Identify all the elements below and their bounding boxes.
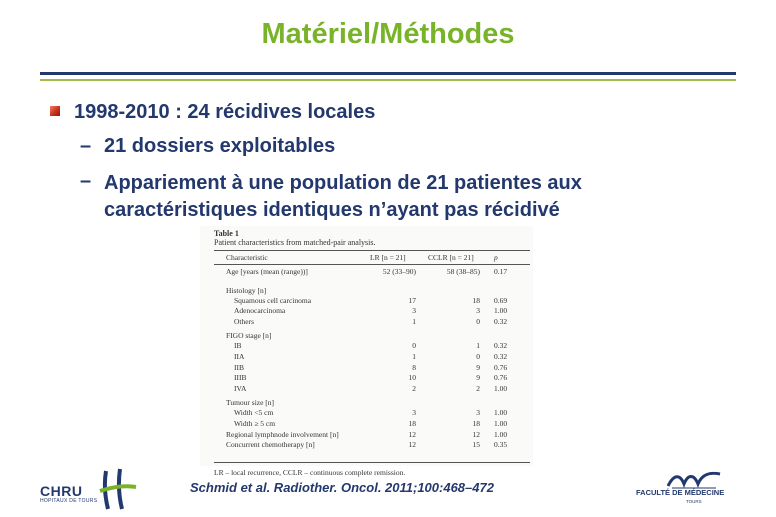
chru-logo-icon: [98, 467, 138, 511]
table-cell: 0: [412, 341, 416, 351]
table-cell: 0.35: [494, 440, 508, 450]
faculty-logo-icon: [664, 468, 724, 490]
table-cell: IIA: [234, 352, 245, 361]
table-header: p: [494, 253, 498, 262]
table-cell: 0.17: [494, 267, 508, 276]
table-cell: 1: [476, 341, 480, 351]
table-cell: FIGO stage [n]: [226, 331, 272, 341]
table-cell: IB: [234, 341, 242, 351]
table-cell: 17: [408, 295, 416, 305]
table-cell: 1.00: [494, 408, 508, 418]
table-cell: 12: [408, 429, 416, 439]
table-rule: [214, 264, 530, 265]
table-cell: 0: [476, 316, 480, 326]
table-header: LR [n = 21]: [370, 253, 406, 262]
faculty-logo-subtext: TOURS: [686, 499, 702, 504]
faculty-logo-text: FACULTÉ DE MÉDECINE: [636, 488, 725, 497]
table-cell: 15: [472, 440, 480, 450]
title-rule-green: [40, 79, 736, 81]
table-cell: Age [years (mean (range))]: [226, 267, 308, 276]
table-cell: 3: [476, 408, 480, 418]
table-cell: 18: [472, 419, 480, 428]
table-cell: 3: [412, 408, 416, 418]
dash-marker: –: [80, 135, 92, 157]
table-cell: 1: [412, 352, 416, 361]
table-cell: 8: [412, 362, 416, 372]
table-cell: 3: [476, 306, 480, 316]
table-caption: Patient characteristics from matched-pair analysis.: [214, 238, 376, 247]
table-cell: IIB: [234, 362, 244, 372]
table-cell: Others: [234, 316, 254, 326]
table-cell: 1.00: [494, 306, 508, 316]
table-cell: Tumour size [n]: [226, 398, 275, 408]
table-cell: 3: [412, 306, 416, 316]
table-header: Characteristic: [226, 253, 268, 262]
table-cell: 52 (33–90): [382, 267, 416, 276]
table-cell: 0.76: [494, 373, 508, 383]
table-cell: 9: [476, 373, 480, 383]
table-cell: Width <5 cm: [234, 408, 274, 418]
table-cell: 9: [476, 362, 480, 372]
table-cell: 18: [408, 419, 416, 428]
sub-bullet: Appariement à une population de 21 patientes aux caractéristiques identiques n’ayant pas récidivé: [104, 172, 582, 221]
chru-logo-subtext: HOPITAUX DE TOURS: [40, 498, 98, 504]
table-footnote: LR – local recurrence, CCLR – continuous complete remission.: [214, 468, 406, 477]
table-cell: 18: [472, 295, 480, 305]
title-rule-blue: [40, 72, 736, 75]
table-cell: IVA: [234, 383, 247, 393]
patient-characteristics-table: [200, 226, 533, 477]
table-cell: 12: [472, 429, 480, 439]
table-cell: 0.32: [494, 352, 508, 361]
table-rule: [214, 250, 530, 251]
table-header: CCLR [n = 21]: [428, 253, 474, 262]
table-cell: 1.00: [494, 383, 508, 393]
table-cell: Squamous cell carcinoma: [234, 295, 312, 305]
table-cell: Concurrent chemotherapy [n]: [226, 440, 315, 450]
table-cell: 10: [408, 373, 416, 383]
bullet-square-icon: [50, 106, 60, 116]
table-cell: 0.69: [494, 295, 508, 305]
table-cell: Regional lymphnode involvement [n]: [226, 429, 339, 439]
table-cell: 1.00: [494, 419, 508, 428]
table-cell: 1.00: [494, 429, 508, 439]
table-cell: 0.32: [494, 316, 508, 326]
table-cell: 0: [476, 352, 480, 361]
table-cell: 1: [412, 316, 416, 326]
citation: Schmid et al. Radiother. Oncol. 2011;100:468–472: [190, 480, 494, 495]
table-rule: [214, 462, 530, 463]
bullet-main: 1998-2010 : 24 récidives locales: [74, 101, 376, 123]
table-cell: Width ≥ 5 cm: [234, 419, 276, 428]
table-cell: 0.76: [494, 362, 508, 372]
table-cell: 2: [476, 383, 480, 393]
slide-title: Matériel/Méthodes: [261, 18, 515, 50]
dash-marker: –: [80, 170, 92, 192]
table-cell: IIIB: [234, 373, 247, 383]
sub-bullet: 21 dossiers exploitables: [104, 135, 336, 157]
table-cell: 12: [408, 440, 416, 450]
table-cell: 2: [412, 383, 416, 393]
chru-logo-text: CHRU: [40, 483, 83, 499]
table-cell: 0.32: [494, 341, 508, 351]
table-cell: Histology [n]: [226, 285, 267, 295]
table-label: Table 1: [214, 229, 239, 238]
table-cell: 58 (38–85): [446, 267, 480, 276]
table-cell: Adenocarcinoma: [234, 306, 286, 316]
